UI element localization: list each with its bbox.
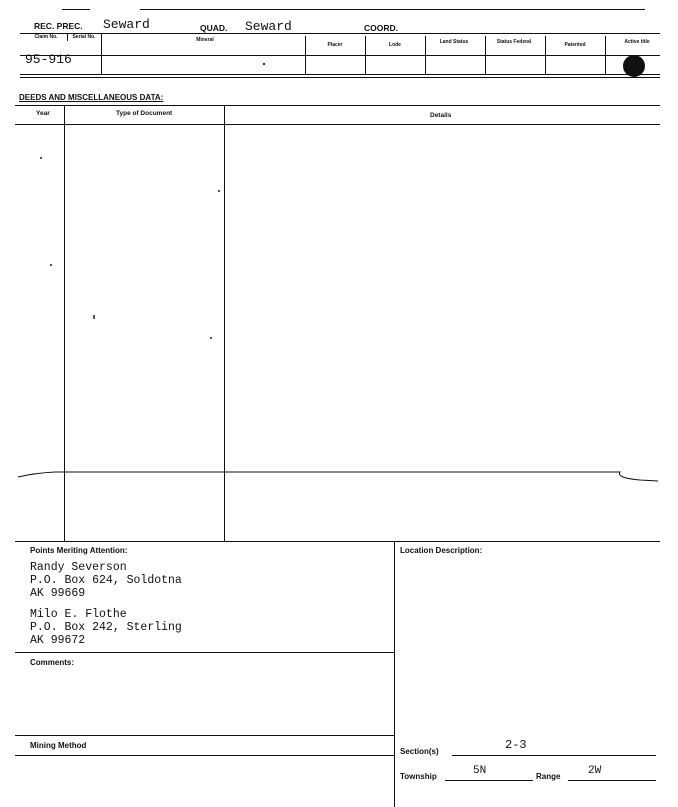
contact-1-state-zip: AK 99669 xyxy=(30,587,86,600)
lode-header: Lode xyxy=(389,42,401,48)
rec-prec-value: Seward xyxy=(103,17,150,32)
fold-crease xyxy=(0,460,678,490)
serial-no-header: Serial No. xyxy=(72,34,96,40)
status-federal-header: Status Federal xyxy=(496,39,532,45)
comments-rule xyxy=(15,652,394,653)
speck xyxy=(50,264,52,266)
contact-1 xyxy=(30,561,182,600)
land-status-header: Land Status xyxy=(439,39,469,45)
grid-line xyxy=(365,36,366,74)
grid-line xyxy=(485,36,486,74)
grid-line xyxy=(20,33,660,34)
comments-label: Comments: xyxy=(30,658,75,667)
deeds-title: DEEDS AND MISCELLANEOUS DATA: xyxy=(19,93,164,102)
active-title-marker xyxy=(623,55,645,77)
top-mark xyxy=(62,9,90,10)
township-underline xyxy=(445,780,533,781)
contact-1-name: Randy Severson xyxy=(30,561,127,574)
details-header: Details xyxy=(430,112,452,119)
contact-1-address: P.O. Box 624, Soldotna xyxy=(30,574,182,587)
mining-label: Mining Method xyxy=(30,741,87,750)
range-label: Range xyxy=(536,772,561,781)
grid-line xyxy=(425,36,426,74)
quad-label: QUAD. xyxy=(200,23,228,33)
location-divider xyxy=(394,541,395,807)
top-rule xyxy=(140,9,645,10)
contact-2-name: Milo E. Flothe xyxy=(30,608,127,621)
claim-no-header: Claim No. xyxy=(34,34,58,40)
mineral-header: Mineral xyxy=(196,37,214,43)
grid-line xyxy=(305,36,306,74)
deeds-top-rule xyxy=(15,105,660,106)
section-underline xyxy=(452,755,656,756)
mining-rule xyxy=(15,755,394,756)
township-value: 5N xyxy=(473,765,487,777)
section-value: 2-3 xyxy=(505,738,527,752)
grid-line xyxy=(101,33,102,74)
year-header: Year xyxy=(36,110,50,117)
speck xyxy=(210,337,212,339)
speck xyxy=(263,63,265,65)
placer-header: Placer xyxy=(327,42,343,48)
mining-top-rule xyxy=(15,735,394,736)
deeds-header-rule xyxy=(15,124,660,125)
grid-line xyxy=(20,74,660,75)
range-value: 2W xyxy=(588,765,602,777)
quad-value: Seward xyxy=(245,19,292,34)
contact-2 xyxy=(30,608,182,647)
active-title-header: Active title xyxy=(624,39,650,45)
grid-line xyxy=(545,36,546,74)
bottom-top-rule xyxy=(15,541,660,542)
rec-prec-label: REC. PREC. xyxy=(34,21,83,31)
speck xyxy=(93,315,95,319)
patented-header: Patented xyxy=(564,42,586,48)
speck xyxy=(40,157,42,159)
grid-line xyxy=(605,36,606,74)
grid-line xyxy=(20,55,660,56)
section-label: Section(s) xyxy=(400,747,439,756)
contact-2-address: P.O. Box 242, Sterling xyxy=(30,621,182,634)
township-label: Township xyxy=(400,772,437,781)
speck xyxy=(218,190,220,192)
location-label: Location Description: xyxy=(400,546,483,555)
coord-label: COORD. xyxy=(364,23,398,33)
range-underline xyxy=(568,780,656,781)
grid-line xyxy=(20,77,660,78)
contact-2-state-zip: AK 99672 xyxy=(30,634,86,647)
claim-number: 95-916 xyxy=(25,52,72,67)
points-label: Points Meriting Attention: xyxy=(30,546,128,555)
type-header: Type of Document xyxy=(116,110,173,117)
